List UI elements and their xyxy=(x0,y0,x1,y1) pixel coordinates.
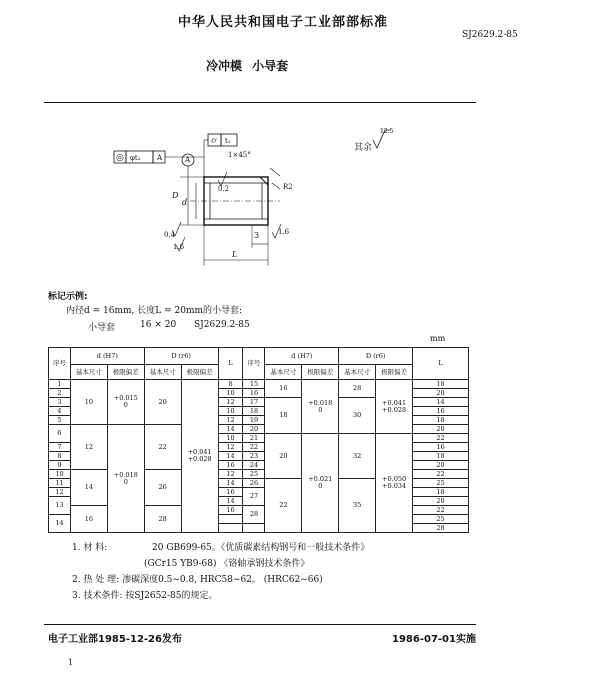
dimension-d: d xyxy=(182,198,188,207)
d-basic-cell: 10 xyxy=(70,380,107,425)
L-cell: 14 xyxy=(218,425,243,434)
D-basic-cell: 28 xyxy=(339,380,376,398)
seq-cell: 25 xyxy=(243,470,265,479)
L-cell: 28 xyxy=(413,524,469,533)
L-cell: 16 xyxy=(218,488,243,497)
seq-cell: 1 xyxy=(49,380,71,389)
L-cell: 16 xyxy=(413,443,469,452)
seq-cell: 11 xyxy=(49,479,71,488)
L-cell xyxy=(218,515,243,524)
d-basic-cell: 16 xyxy=(265,380,302,398)
L-cell: 12 xyxy=(218,443,243,452)
example-description: 内径d = 16mm, 长度L = 20mm的小导套: xyxy=(66,306,243,316)
L-cell: 10 xyxy=(218,389,243,398)
d-basic-cell: 14 xyxy=(70,470,107,506)
effective-date: 1986-07-01实施 xyxy=(392,634,476,645)
seq-cell: 28 xyxy=(243,506,265,524)
d-basic-cell: 16 xyxy=(70,506,107,533)
L-cell: 20 xyxy=(413,389,469,398)
issued-date: 电子工业部1985-12-26发布 xyxy=(48,634,182,645)
seq-cell: 9 xyxy=(49,461,71,470)
header-limit: 极限偏差 xyxy=(302,365,339,380)
header-d-left: d (H7) xyxy=(70,348,144,365)
D-basic-cell: 35 xyxy=(339,479,376,533)
seq-cell: 13 xyxy=(49,497,71,515)
header-seq-right: 序号 xyxy=(243,348,265,380)
L-cell: 22 xyxy=(413,506,469,515)
seq-cell: 24 xyxy=(243,461,265,470)
note-heat-treatment: 2. 热 处 理: 渗碳深度0.5~0.8, HRC58~62。 (HRC62~66) xyxy=(72,575,323,585)
D-basic-cell: 30 xyxy=(339,398,376,434)
other-surfaces-note: 其余 xyxy=(354,143,373,153)
header-L-right: L xyxy=(413,348,469,380)
seq-cell: 19 xyxy=(243,416,265,425)
L-cell: 18 xyxy=(413,416,469,425)
seq-cell: 12 xyxy=(49,488,71,497)
dimension-L: L xyxy=(232,250,238,259)
seq-cell xyxy=(243,524,265,533)
header-limit: 极限偏差 xyxy=(376,365,413,380)
L-cell: 25 xyxy=(413,479,469,488)
L-cell: 14 xyxy=(218,497,243,506)
bushing-drawing xyxy=(100,120,320,270)
seq-cell: 16 xyxy=(243,389,265,398)
seq-cell: 5 xyxy=(49,416,71,425)
seq-cell: 21 xyxy=(243,434,265,443)
header-seq-left: 序号 xyxy=(49,348,71,380)
seq-cell: 7 xyxy=(49,443,71,452)
L-cell: 25 xyxy=(413,515,469,524)
L-cell xyxy=(218,524,243,533)
seq-cell: 22 xyxy=(243,443,265,452)
table-body xyxy=(49,380,469,533)
seq-cell: 4 xyxy=(49,407,71,416)
L-cell: 22 xyxy=(413,470,469,479)
L-cell: 16 xyxy=(218,506,243,515)
header-rule xyxy=(44,102,476,103)
example-part-code: SJ2629.2-85 xyxy=(194,320,250,330)
L-cell: 18 xyxy=(413,380,469,389)
seq-cell: 26 xyxy=(243,479,265,488)
roughness-right: 1.6 xyxy=(278,228,290,236)
L-cell: 18 xyxy=(413,488,469,497)
header-basic: 基本尺寸 xyxy=(265,365,302,380)
d-basic-cell: 22 xyxy=(265,479,302,533)
seq-cell: 3 xyxy=(49,398,71,407)
d-basic-cell: 12 xyxy=(70,425,107,470)
seq-cell: 27 xyxy=(243,488,265,506)
other-surfaces-roughness: 12.5 xyxy=(380,128,394,135)
seq-cell: 15 xyxy=(243,380,265,389)
L-cell: 16 xyxy=(218,461,243,470)
note-material-label: 1. 材 料: xyxy=(72,543,108,553)
seq-cell: 8 xyxy=(49,452,71,461)
D-basic-cell: 28 xyxy=(144,506,181,533)
header-d-right: d (H7) xyxy=(265,348,339,365)
example-part-size: 16 × 20 xyxy=(140,320,177,330)
L-cell: 14 xyxy=(413,398,469,407)
D-basic-cell: 20 xyxy=(144,380,181,425)
D-basic-cell: 22 xyxy=(144,425,181,470)
dimension-table xyxy=(48,347,469,533)
example-part-name: 小导套 xyxy=(88,323,116,333)
coaxiality-symbol: ◎ xyxy=(116,153,124,163)
L-cell: 20 xyxy=(413,497,469,506)
page-number: 1 xyxy=(68,658,74,667)
note-material: 20 GB699-65。《优质碳素结构钢号和一般技术条件》 xyxy=(152,543,370,553)
chamfer-label: 1×45° xyxy=(228,151,251,159)
datum-a-label: A xyxy=(185,156,191,164)
header-limit: 极限偏差 xyxy=(181,365,218,380)
header-D-left: D (r6) xyxy=(144,348,218,365)
header-basic: 基本尺寸 xyxy=(144,365,181,380)
d-basic-cell: 18 xyxy=(265,398,302,434)
unit-label: mm xyxy=(430,334,446,343)
d-limit-cell: +0.015 0 xyxy=(107,380,144,425)
header-D-right: D (r6) xyxy=(339,348,413,365)
L-cell: 12 xyxy=(218,416,243,425)
D-limit-cell: +0.050 +0.034 xyxy=(376,434,413,533)
seq-cell: 14 xyxy=(49,515,71,533)
coaxiality-tolerance: φt₂ xyxy=(130,154,141,162)
example-heading: 标记示例: xyxy=(48,292,88,302)
L-cell: 18 xyxy=(413,452,469,461)
note-material-alt: (GCr15 YB9-68) 《铬轴承钢技术条件》 xyxy=(144,559,310,569)
L-cell: 16 xyxy=(413,407,469,416)
seq-cell: 17 xyxy=(243,398,265,407)
roughness-left: 0.4 xyxy=(164,231,176,239)
header-basic: 基本尺寸 xyxy=(70,365,107,380)
L-cell: 20 xyxy=(413,425,469,434)
L-cell: 22 xyxy=(413,434,469,443)
radius-label: R2 xyxy=(283,183,293,191)
L-cell: 20 xyxy=(413,461,469,470)
d-limit-cell: +0.018 0 xyxy=(302,380,339,434)
issuing-authority-title: 中华人民共和国电子工业部部标准 xyxy=(178,15,389,30)
d-limit-cell: +0.018 0 xyxy=(107,425,144,533)
seq-cell: 10 xyxy=(49,470,71,479)
d-basic-cell: 20 xyxy=(265,434,302,479)
D-basic-cell: 32 xyxy=(339,434,376,479)
D-basic-cell: 26 xyxy=(144,470,181,506)
dimension-3: 3 xyxy=(254,231,260,240)
table-row xyxy=(49,380,469,389)
L-cell: 10 xyxy=(218,434,243,443)
coaxiality-datum: A xyxy=(157,154,163,162)
seq-cell: 23 xyxy=(243,452,265,461)
D-limit-cell: +0.041 +0.028 xyxy=(181,380,218,533)
seq-cell: 6 xyxy=(49,425,71,443)
inner-roughness: 0.2 xyxy=(218,185,230,193)
D-limit-cell: +0.041 +0.028 xyxy=(376,380,413,434)
L-cell: 14 xyxy=(218,452,243,461)
L-cell: 12 xyxy=(218,470,243,479)
note-technical-conditions: 3. 技术条件: 按SJ2652-85的规定。 xyxy=(72,591,218,601)
seq-cell: 18 xyxy=(243,407,265,416)
document-title: 冷冲模 小导套 xyxy=(206,59,289,73)
cylindricity-tolerance: t₁ xyxy=(225,137,231,145)
d-limit-cell: +0.021 0 xyxy=(302,434,339,533)
L-cell: 14 xyxy=(218,479,243,488)
standard-code: SJ2629.2-85 xyxy=(462,30,518,40)
roughness-left-bottom: 1.6 xyxy=(173,243,185,251)
header-L-left: L xyxy=(218,348,243,380)
footer-rule xyxy=(44,624,476,625)
header-basic: 基本尺寸 xyxy=(339,365,376,380)
seq-cell: 2 xyxy=(49,389,71,398)
L-cell: 10 xyxy=(218,407,243,416)
seq-cell: 20 xyxy=(243,425,265,434)
dimension-D: D xyxy=(172,191,179,200)
L-cell: 12 xyxy=(218,398,243,407)
header-limit: 极限偏差 xyxy=(107,365,144,380)
L-cell: 8 xyxy=(218,380,243,389)
cylindricity-symbol: ⌭ xyxy=(211,136,217,145)
